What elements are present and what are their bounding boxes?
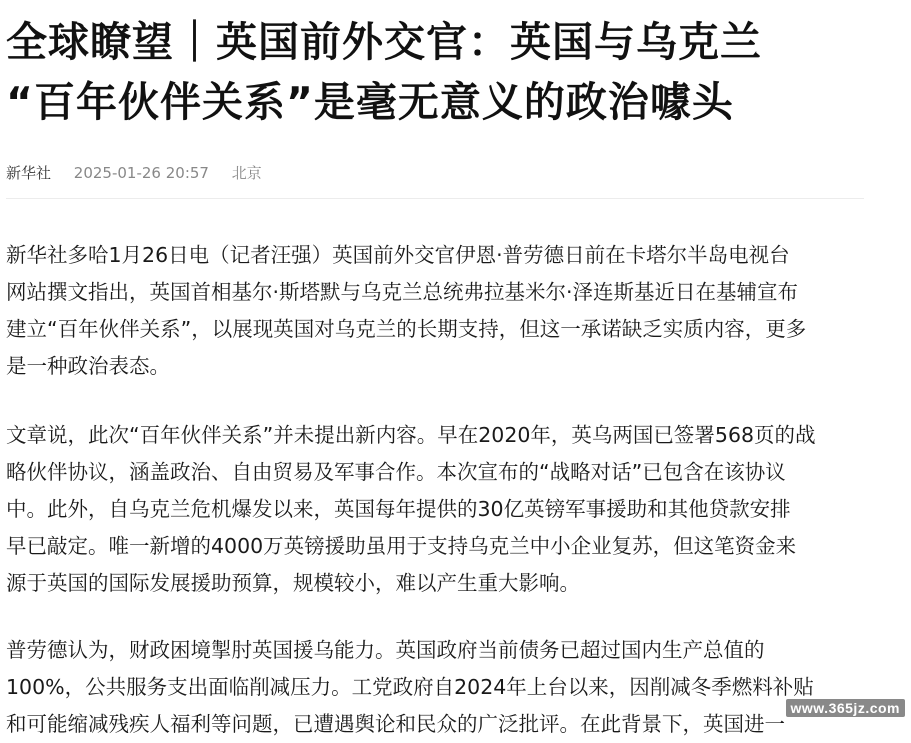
article-title-line: “百年伙伴关系”是毫无意义的政治噱头 xyxy=(6,78,734,126)
paragraph-line: 网站撰文指出，英国首相基尔·斯塔默与乌克兰总统弗拉基米尔·泽连斯基近日在基辅宣布 xyxy=(6,280,799,304)
paragraph-line: 中。此外，自乌克兰危机爆发以来，英国每年提供的30亿英镑军事援助和其他贷款安排 xyxy=(6,497,791,521)
paragraph-line: 早已敲定。唯一新增的4000万英镑援助虽用于支持乌克兰中小企业复苏，但这笔资金来 xyxy=(6,534,797,558)
body-paragraph xyxy=(6,632,886,743)
publish-datetime: 2025-01-26 20:57 xyxy=(73,164,209,182)
site-watermark: www.365jz.com xyxy=(786,699,905,717)
paragraph-line: 略伙伴协议，涵盖政治、自由贸易及军事合作。本次宣布的“战略对话”已包含在该协议 xyxy=(6,460,786,484)
meta-divider xyxy=(6,198,864,199)
paragraph-line: 100%，公共服务支出面临削减压力。工党政府自2024年上台以来，因削减冬季燃料补贴 xyxy=(6,675,814,699)
article-title xyxy=(6,12,886,132)
paragraph-line: 是一种政治表态。 xyxy=(6,354,170,378)
body-paragraph xyxy=(6,237,886,385)
paragraph-line: 源于英国的国际发展援助预算，规模较小，难以产生重大影响。 xyxy=(6,571,580,595)
body-paragraph xyxy=(6,417,886,602)
paragraph-line: 文章说，此次“百年伙伴关系”并未提出新内容。早在2020年，英乌两国已签署568页的战 xyxy=(6,423,816,447)
news-source[interactable]: 新华社 xyxy=(6,164,52,182)
paragraph-line: 普劳德认为，财政困境掣肘英国援乌能力。英国政府当前债务已超过国内生产总值的 xyxy=(6,638,765,662)
paragraph-line: 建立“百年伙伴关系”，以展现英国对乌克兰的长期支持，但这一承诺缺乏实质内容，更多 xyxy=(6,317,807,341)
article-title-line: 全球瞭望｜英国前外交官：英国与乌克兰 xyxy=(6,18,762,66)
paragraph-line: 和可能缩减残疾人福利等问题，已遭遇舆论和民众的广泛批评。在此背景下，英国进一 xyxy=(6,712,785,736)
article-meta xyxy=(6,162,280,184)
publish-location: 北京 xyxy=(231,164,262,182)
paragraph-line: 新华社多哈1月26日电（记者汪强）英国前外交官伊恩·普劳德日前在卡塔尔半岛电视台 xyxy=(6,243,790,267)
